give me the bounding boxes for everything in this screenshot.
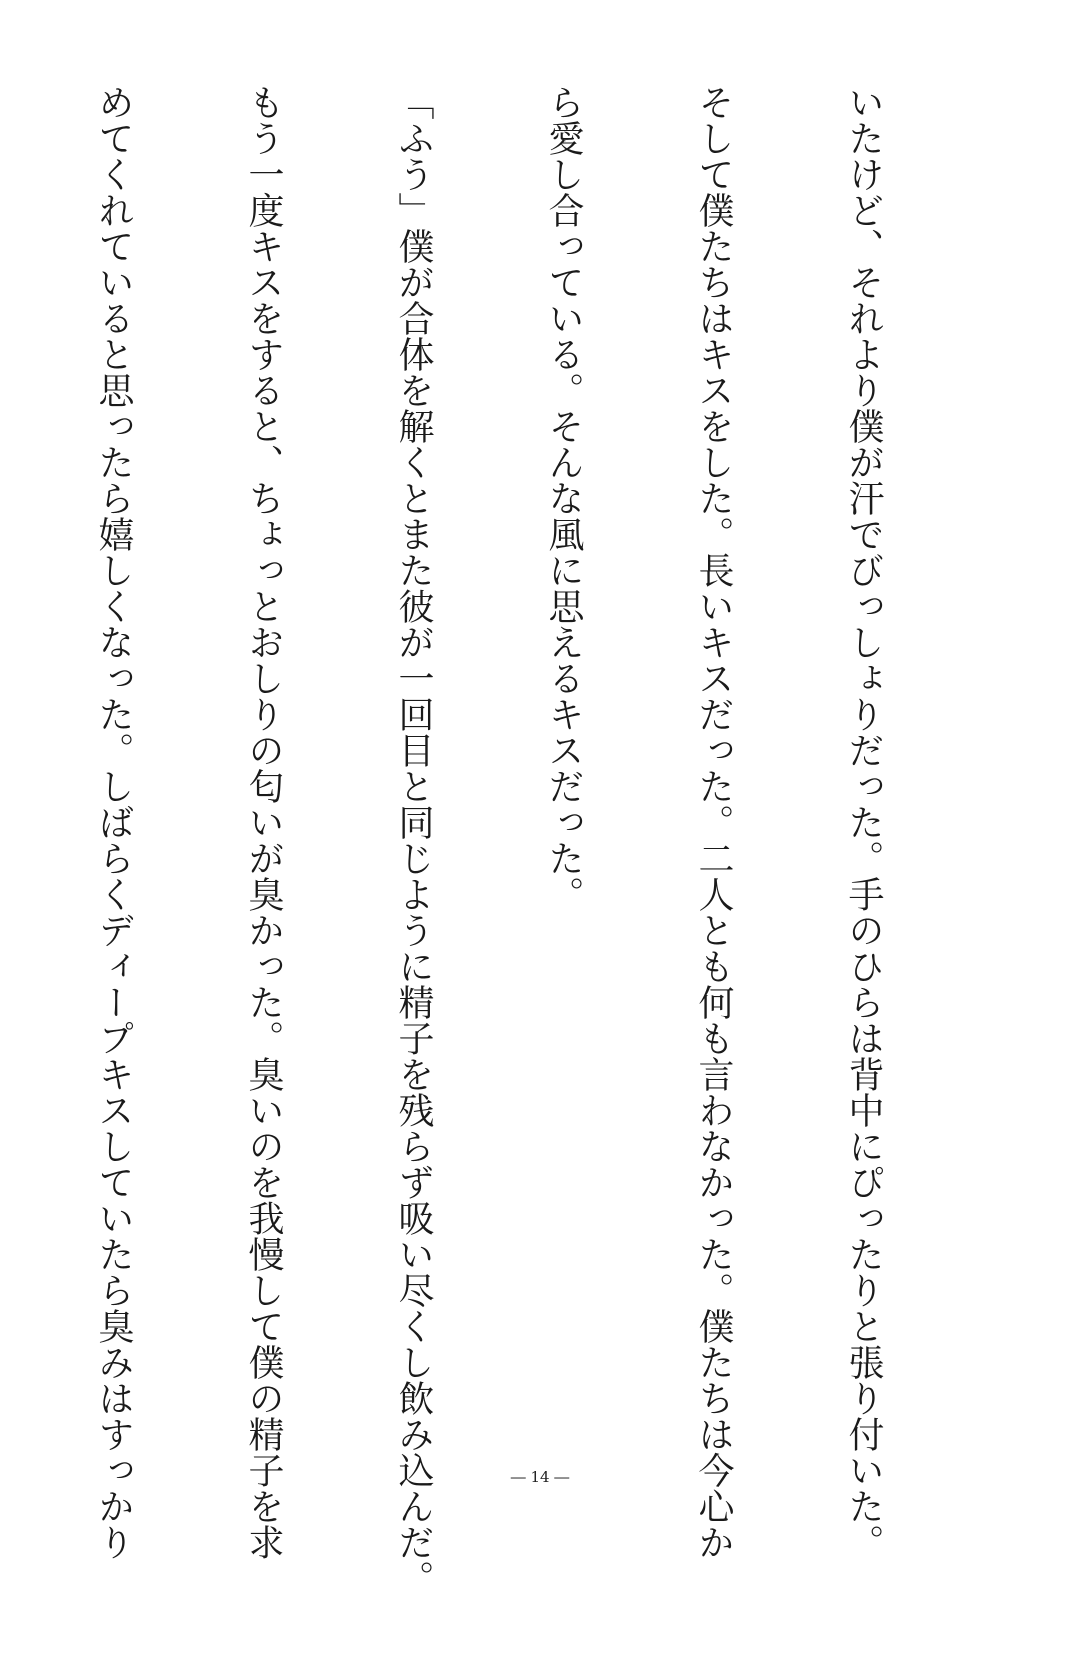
text-line: 「ふう」僕が合体を解くとまた彼が一回目と同じように精子を残らず吸い尽くし飲み込んだ。 bbox=[393, 84, 434, 1596]
text-line: そして僕たちはキスをした。長いキスだった。二人とも何も言わなかった。僕たちは今心か bbox=[693, 84, 734, 1560]
text-line: めてくれていると思ったら嬉しくなった。しばらくディープキスしていたら臭みはすっかり bbox=[93, 84, 134, 1560]
page-number: ― 14 ― bbox=[510, 1468, 570, 1486]
text-line: いたけど、それより僕が汗でびっしょりだった。手のひらは背中にぴったりと張り付いた。 bbox=[843, 84, 884, 1560]
text-line: もう一度キスをすると、ちょっとおしりの匂いが臭かった。臭いのを我慢して僕の精子を求 bbox=[243, 84, 284, 1560]
text-line: ら愛し合っている。そんな風に思えるキスだった。 bbox=[543, 84, 584, 912]
